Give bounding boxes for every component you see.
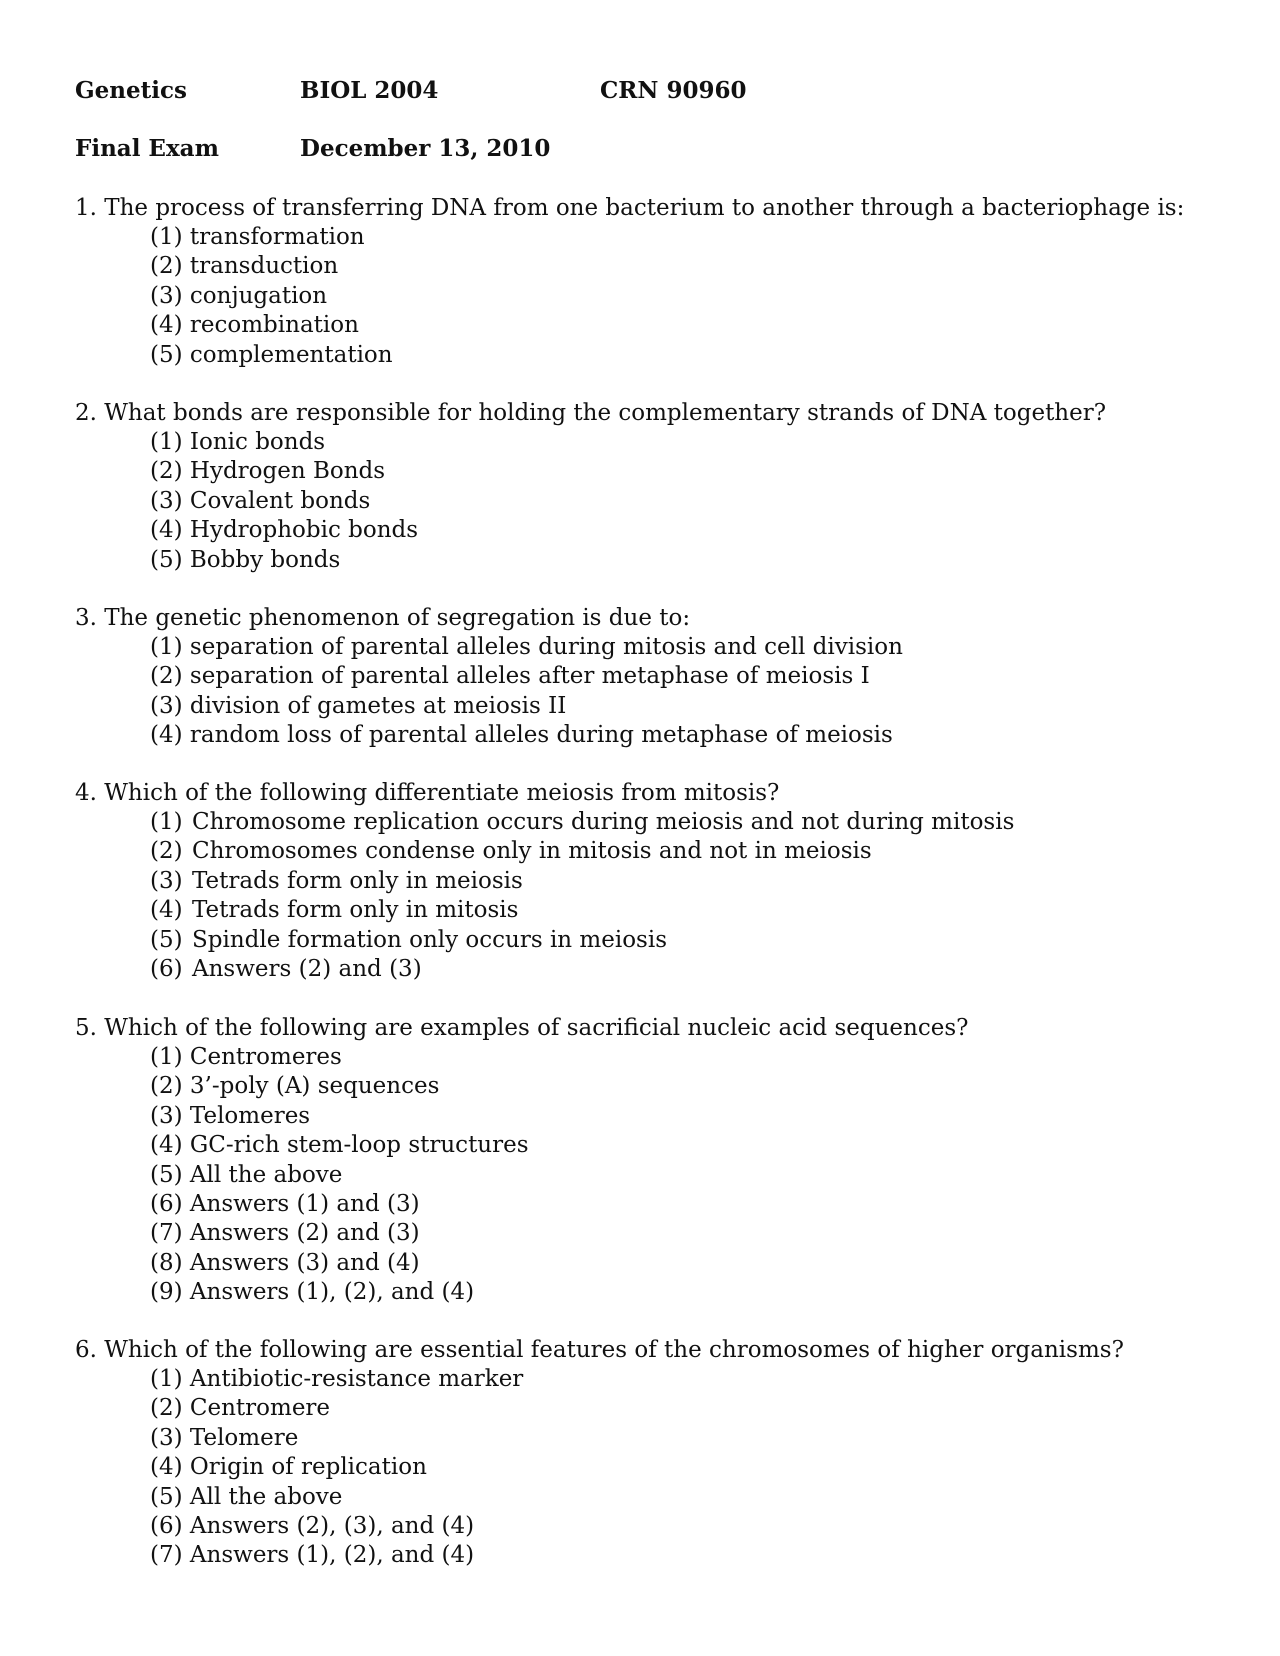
option-text: GC-rich stem-loop structures <box>189 1132 529 1159</box>
answer-option <box>150 1512 1235 1541</box>
option-number: (4) <box>150 517 183 544</box>
option-number: (1) <box>150 1366 183 1392</box>
answer-option <box>150 457 1235 486</box>
option-number: (4) <box>150 1454 183 1481</box>
question-3 <box>75 603 1235 751</box>
option-text: separation of parental alleles during mitosis and cell division <box>189 634 903 660</box>
question-text: 6. Which of the following are essential features of the chromosomes of higher organisms? <box>75 1337 1124 1363</box>
question-5 <box>75 1013 1235 1308</box>
option-number: (6) <box>150 956 183 983</box>
answer-option <box>150 926 1235 955</box>
answer-option <box>150 516 1235 545</box>
answer-option <box>150 252 1235 281</box>
option-number: (2) <box>150 838 183 865</box>
question-text: 3. The genetic phenomenon of segregation is due to: <box>75 605 691 631</box>
option-text: conjugation <box>189 282 328 309</box>
answer-option <box>150 1453 1235 1482</box>
option-text: Ionic bonds <box>189 429 326 455</box>
answer-option <box>150 1102 1235 1131</box>
answer-option <box>150 721 1235 750</box>
option-number: (3) <box>150 282 183 309</box>
question-1 <box>75 193 1235 370</box>
answer-option <box>150 662 1235 691</box>
option-text: Origin of replication <box>189 1454 427 1481</box>
option-number: (5) <box>150 341 183 368</box>
answer-option <box>150 896 1235 925</box>
course-code: BIOL 2004 <box>300 77 439 104</box>
option-text: Spindle formation only occurs in meiosis <box>192 926 668 953</box>
option-number: (3) <box>150 867 183 894</box>
answer-option <box>150 1131 1235 1160</box>
option-text: transformation <box>189 224 365 250</box>
answer-option <box>150 1278 1235 1307</box>
option-number: (2) <box>150 1395 183 1422</box>
option-number: (5) <box>150 1161 183 1188</box>
answer-option <box>150 867 1235 896</box>
option-number: (5) <box>150 926 183 953</box>
answer-option <box>150 1424 1235 1453</box>
answer-option <box>150 837 1235 866</box>
option-number: (5) <box>150 546 183 573</box>
option-text: 3’-poly (A) sequences <box>189 1073 440 1100</box>
answer-options <box>75 633 1235 751</box>
option-text: Answers (2) and (3) <box>192 956 422 983</box>
answer-option <box>150 808 1235 837</box>
answer-option <box>150 1249 1235 1278</box>
answer-option <box>150 1541 1235 1570</box>
option-number: (2) <box>150 663 183 690</box>
answer-option <box>150 1219 1235 1248</box>
option-text: Answers (2), (3), and (4) <box>189 1513 475 1540</box>
option-text: All the above <box>189 1483 343 1510</box>
option-text: Answers (3) and (4) <box>189 1249 420 1276</box>
option-number: (7) <box>150 1220 183 1247</box>
question-text: 5. Which of the following are examples of sacrificial nucleic acid sequences? <box>75 1015 969 1041</box>
option-text: Centromeres <box>189 1044 342 1070</box>
answer-option <box>150 282 1235 311</box>
option-text: Answers (1), (2), and (4) <box>189 1542 475 1569</box>
course-name: Genetics <box>75 77 187 104</box>
answer-option <box>150 692 1235 721</box>
option-text: Centromere <box>189 1395 331 1422</box>
option-number: (1) <box>150 634 183 660</box>
option-number: (7) <box>150 1542 183 1569</box>
option-text: random loss of parental alleles during metaphase of meiosis <box>189 722 893 749</box>
option-number: (6) <box>150 1191 183 1218</box>
course-crn: CRN 90960 <box>600 77 747 104</box>
option-text: Chromosomes condense only in mitosis and not in meiosis <box>192 838 872 865</box>
option-number: (2) <box>150 1073 183 1100</box>
answer-option <box>150 1072 1235 1101</box>
option-text: Hydrophobic bonds <box>189 517 419 544</box>
question-text: 1. The process of transferring DNA from one bacterium to another through a bacteriophage is: <box>75 195 1185 221</box>
answer-options <box>75 1365 1235 1571</box>
option-text: Answers (1) and (3) <box>189 1191 420 1218</box>
option-number: (4) <box>150 722 183 749</box>
answer-option <box>150 546 1235 575</box>
option-text: Answers (2) and (3) <box>189 1220 420 1247</box>
question-text: 4. Which of the following differentiate meiosis from mitosis? <box>75 780 780 806</box>
option-number: (2) <box>150 458 183 485</box>
answer-option <box>150 633 1235 662</box>
answer-options <box>75 808 1235 984</box>
option-number: (6) <box>150 1513 183 1540</box>
option-number: (5) <box>150 1483 183 1510</box>
option-number: (3) <box>150 1102 183 1129</box>
option-text: Tetrads form only in mitosis <box>192 897 519 924</box>
option-text: All the above <box>189 1161 343 1188</box>
question-2 <box>75 398 1235 575</box>
option-text: separation of parental alleles after metaphase of meiosis I <box>189 663 870 690</box>
answer-option <box>150 341 1235 370</box>
option-number: (4) <box>150 897 183 924</box>
answer-option <box>150 1365 1235 1394</box>
answer-option <box>150 1161 1235 1190</box>
option-number: (4) <box>150 1132 183 1159</box>
answer-options <box>75 428 1235 575</box>
answer-option <box>150 1483 1235 1512</box>
option-text: Covalent bonds <box>189 487 371 514</box>
question-4 <box>75 778 1235 984</box>
option-text: Tetrads form only in meiosis <box>192 867 523 894</box>
option-text: Antibiotic-resistance marker <box>189 1366 524 1392</box>
answer-option <box>150 311 1235 340</box>
option-number: (2) <box>150 253 183 280</box>
option-text: Telomere <box>189 1424 299 1451</box>
answer-option <box>150 487 1235 516</box>
option-number: (1) <box>150 224 183 250</box>
option-number: (3) <box>150 487 183 514</box>
option-text: Answers (1), (2), and (4) <box>189 1279 475 1306</box>
option-text: transduction <box>189 253 339 280</box>
option-text: recombination <box>189 312 359 339</box>
answer-options <box>75 1043 1235 1308</box>
answer-options <box>75 223 1235 370</box>
option-text: Bobby bonds <box>189 546 341 573</box>
answer-option <box>150 955 1235 984</box>
option-text: Chromosome replication occurs during meiosis and not during mitosis <box>192 809 1015 835</box>
exam-date: December 13, 2010 <box>300 135 551 162</box>
option-text: Hydrogen Bonds <box>189 458 386 485</box>
option-number: (9) <box>150 1279 183 1306</box>
option-number: (8) <box>150 1249 183 1276</box>
option-number: (3) <box>150 1424 183 1451</box>
option-text: Telomeres <box>189 1102 311 1129</box>
option-number: (1) <box>150 809 183 835</box>
answer-option <box>150 1394 1235 1423</box>
option-number: (1) <box>150 429 183 455</box>
option-text: division of gametes at meiosis II <box>189 692 567 719</box>
option-number: (4) <box>150 312 183 339</box>
exam-title: Final Exam <box>75 135 219 162</box>
question-6 <box>75 1335 1235 1571</box>
answer-option <box>150 428 1235 457</box>
option-number: (3) <box>150 692 183 719</box>
question-text: 2. What bonds are responsible for holding the complementary strands of DNA together? <box>75 400 1107 426</box>
answer-option <box>150 1043 1235 1072</box>
option-number: (1) <box>150 1044 183 1070</box>
answer-option <box>150 1190 1235 1219</box>
option-text: complementation <box>189 341 393 368</box>
answer-option <box>150 223 1235 252</box>
